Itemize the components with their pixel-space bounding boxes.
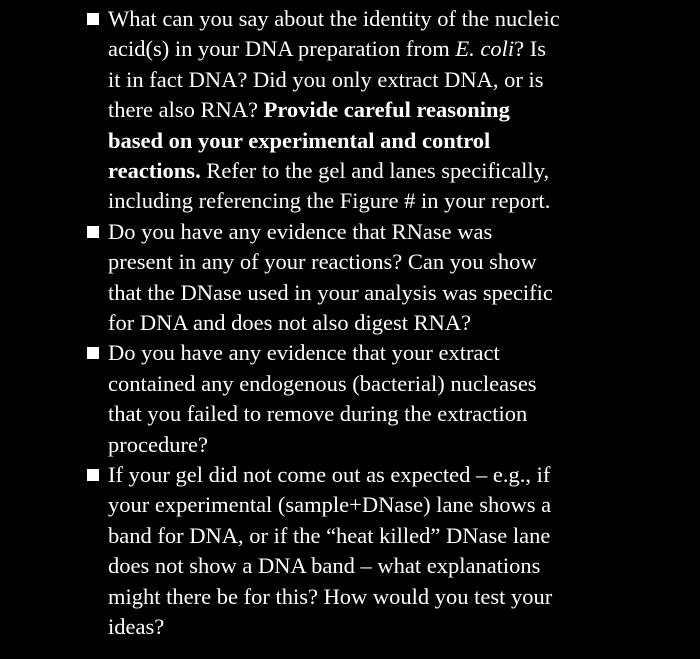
bold-text: reactions. [108,158,201,183]
text-segment: Do you have any evidence that your extract [108,340,500,366]
question-text-line [108,247,537,277]
text-segment: that you failed to remove during the extraction [108,401,528,427]
text-segment: acid(s) in your DNA preparation from [108,36,456,62]
question-text-line [108,490,551,520]
text-segment: for DNA and does not also digest RNA? [108,310,472,335]
text-segment: might there be for this? How would you test your [108,583,553,609]
question-text-line [108,308,471,338]
question-text-line [108,65,544,95]
question-text-line [108,612,164,642]
question-text-line [108,217,492,247]
text-segment: ideas? [108,614,165,639]
text-segment: If your gel did not come out as expected – e.g., if [108,462,551,487]
bold-text: based on your experimental and control [108,127,491,153]
question-text-line [108,186,550,216]
question-text-line [108,399,527,429]
question-text-line [108,156,549,186]
text-segment: procedure? [108,431,208,457]
text-segment: that the DNase used in your analysis was specific [108,279,553,305]
question-text-line [108,521,550,551]
text-segment: your experimental (sample+DNase) lane shows a [108,492,552,518]
text-segment: there also RNA? [108,97,264,123]
italic-text: E. coli [455,36,515,62]
square-bullet-icon [87,347,99,359]
text-segment: including referencing the Figure # in your report. [108,188,551,214]
square-bullet-icon [87,13,99,25]
question-text-line [108,460,550,490]
square-bullet-icon [87,226,99,238]
text-segment: band for DNA, or if the “heat killed” DNase lane [108,522,551,548]
question-text-line [108,95,510,125]
question-text-line [108,551,540,581]
text-segment: Do you have any evidence that RNase was [108,218,493,244]
square-bullet-icon [87,469,99,481]
bold-text: Provide careful reasoning [263,97,510,123]
text-segment: does not show a DNA band – what explanations [108,553,541,579]
question-text-line [108,126,490,156]
question-text-line [108,338,500,368]
question-text-line [108,430,208,460]
question-text-line [108,582,552,612]
text-segment: contained any endogenous (bacterial) nucleases [108,370,537,396]
text-segment: What can you say about the identity of the nucleic [108,6,560,31]
text-segment: ? Is [514,36,547,62]
question-text-line [108,34,546,64]
question-text-line [108,278,553,308]
text-segment: Refer to the gel and lanes specifically, [200,158,550,183]
text-segment: it in fact DNA? Did you only extract DNA, or is [108,66,544,92]
text-segment: present in any of your reactions? Can you show [108,249,537,275]
question-text-line [108,4,560,34]
question-text-line [108,369,537,399]
